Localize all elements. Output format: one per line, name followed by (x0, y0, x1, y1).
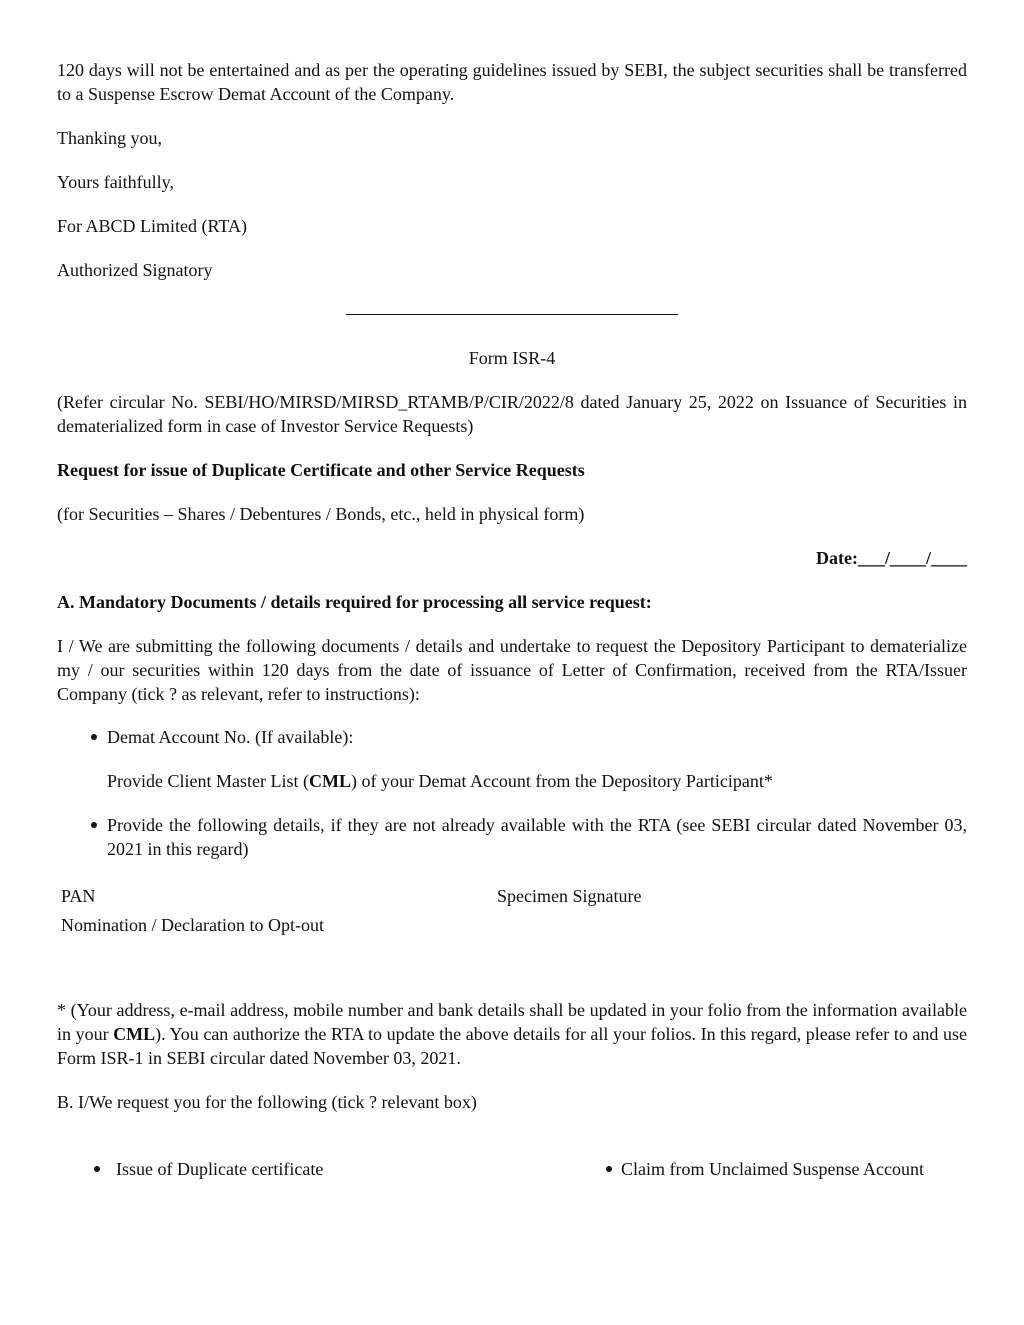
pan-label: PAN (61, 886, 96, 906)
signatory-line: Authorized Signatory (57, 260, 213, 280)
cml-text-post: ) of your Demat Account from the Depository Participant* (350, 771, 773, 791)
section-b-heading: B. I/We request you for the following (tick ? relevant box) (57, 1092, 477, 1112)
cml-text-bold: CML (308, 771, 351, 791)
cml-note (57, 998, 967, 1070)
bullet-icon (94, 1166, 100, 1172)
cml-text-pre: Provide Client Master List ( (107, 771, 309, 791)
bullet-icon (91, 734, 97, 740)
form-subheading: (for Securities – Shares / Debentures / Bonds, etc., held in physical form) (57, 504, 585, 524)
nomination-label: Nomination / Declaration to Opt-out (61, 915, 324, 935)
thanks-line: Thanking you, (57, 128, 162, 148)
specimen-signature-label: Specimen Signature (497, 886, 642, 906)
option-unclaimed-suspense: Claim from Unclaimed Suspense Account (621, 1159, 924, 1179)
note-text-bold: CML (113, 1024, 156, 1044)
bullet-icon (606, 1166, 612, 1172)
note-text-pre: * (Your address, e-mail address, mobile number and bank details shall be updated in your folio from the information available in your (57, 1000, 967, 1044)
separator-line (346, 314, 678, 315)
option-duplicate-certificate: Issue of Duplicate certificate (116, 1159, 324, 1179)
demat-account-item: Demat Account No. (If available): (107, 727, 354, 747)
details-item: Provide the following details, if they are not already available with the RTA (see SEBI circular dated November 03, 2021 in this regard) (107, 815, 967, 859)
form-title: Form ISR-4 (468, 348, 556, 368)
note-text-post: ). You can authorize the RTA to update the above details for all your folios. In this regard, please refer to and use Form ISR-1 in SEBI circular dated November 03, 2021. (57, 1024, 967, 1068)
intro-paragraph: 120 days will not be entertained and as per the operating guidelines issued by SEBI, the subject securities shall be transferred to a Suspense Escrow Demat Account of the Company. (57, 60, 967, 104)
section-a-intro: I / We are submitting the following documents / details and undertake to request the Depository Participant to dematerialize my / our securities within 120 days from the date of issuance of Letter of Confirmation, received from the RTA/Issuer Company (tick ? as relevant, refer to instructions): (57, 636, 967, 704)
date-field: Date:___/____/____ (816, 548, 967, 568)
closing-line: Yours faithfully, (57, 172, 175, 192)
company-line: For ABCD Limited (RTA) (57, 216, 247, 236)
cml-line (107, 769, 967, 793)
form-heading: Request for issue of Duplicate Certificate and other Service Requests (57, 460, 585, 480)
form-reference: (Refer circular No. SEBI/HO/MIRSD/MIRSD_RTAMB/P/CIR/2022/8 dated January 25, 2022 on Issuance of Securities in dematerialized form in case of Investor Service Requests) (57, 392, 967, 436)
bullet-icon (91, 822, 97, 828)
section-a-heading: A. Mandatory Documents / details required for processing all service request: (57, 592, 652, 612)
